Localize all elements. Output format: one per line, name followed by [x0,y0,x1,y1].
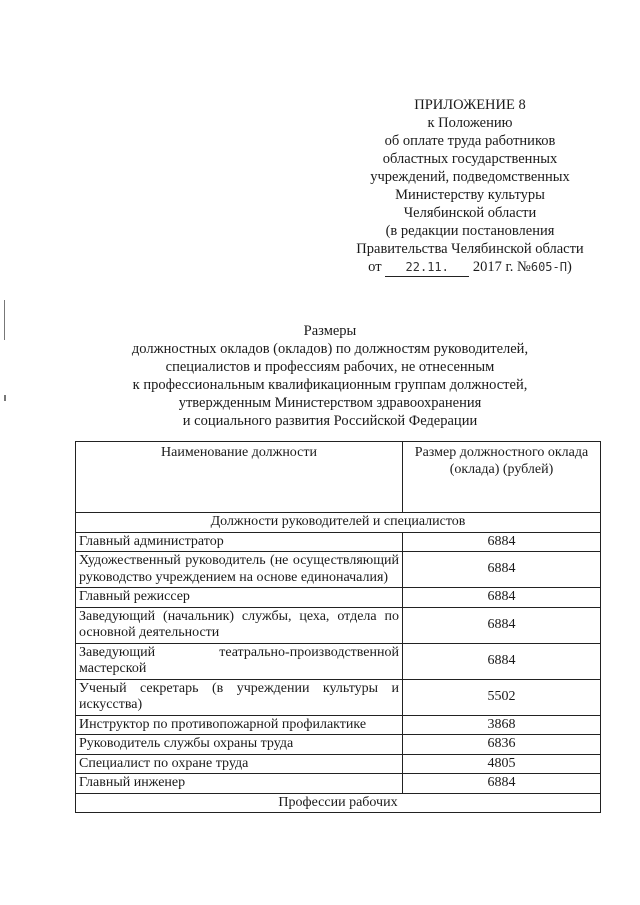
header-line: областных государственных [382,151,558,167]
section-title: Должности руководителей и специалистов [76,513,601,533]
scan-artifact [4,395,6,401]
col-header-salary: Размер должностного оклада (оклада) (рублей) [403,442,601,513]
col-header-name: Наименование должности [76,442,403,513]
position-name: Заведующий театрально-производственной мастерской [76,643,403,679]
salary-value: 5502 [403,679,601,715]
scan-artifact [4,300,5,340]
position-name: Главный инженер [76,774,403,794]
position-name: Заведующий (начальник) службы, цеха, отдела по основной деятельности [76,607,403,643]
table-row [76,715,601,735]
table-row [76,679,601,715]
date-prefix: от [368,259,382,275]
header-line: (в редакции постановления [385,223,555,239]
position-name: Ученый секретарь (в учреждении культуры и искусства) [76,679,403,715]
title-line: Размеры [303,323,357,339]
header-line: Министерству культуры [395,187,545,203]
appendix-title: ПРИЛОЖЕНИЕ 8 [414,97,526,113]
table-row [76,588,601,608]
table-row [76,754,601,774]
position-name: Инструктор по противопожарной профилактике [76,715,403,735]
table-header-row [76,442,601,513]
document-title [40,322,620,430]
header-line: об оплате труда работников [384,133,556,149]
title-line: и социального развития Российской Федерации [182,413,478,429]
table-row [76,532,601,552]
salary-value: 6836 [403,735,601,755]
salary-table [75,441,601,813]
table-row [76,774,601,794]
salary-value: 6884 [403,607,601,643]
table-row [76,552,601,588]
section-row [76,513,601,533]
salary-value: 6884 [403,774,601,794]
position-name: Главный режиссер [76,588,403,608]
section-title: Профессии рабочих [76,793,601,813]
salary-value: 6884 [403,532,601,552]
position-name: Художественный руководитель (не осуществляющий руководство учреждением на основе единоначалия) [76,552,403,588]
title-line: утвержденным Министерством здравоохранения [178,395,482,411]
position-name: Специалист по охране труда [76,754,403,774]
header-line: Правительства Челябинской области [356,241,584,257]
salary-value: 4805 [403,754,601,774]
salary-value: 6884 [403,643,601,679]
closing-paren: ) [566,259,572,275]
table-row [76,735,601,755]
header-line: к Положению [427,115,513,131]
date-value: 22.11. [385,258,469,277]
salary-value: 3868 [403,715,601,735]
salary-value: 6884 [403,552,601,588]
table-row [76,607,601,643]
appendix-header [320,96,620,277]
title-line: к профессиональным квалификационным группам должностей, [132,377,528,393]
position-name: Руководитель службы охраны труда [76,735,403,755]
header-line: Челябинской области [403,205,537,221]
salary-value: 6884 [403,588,601,608]
position-name: Главный администратор [76,532,403,552]
header-line: учреждений, подведомственных [370,169,570,185]
table-row [76,643,601,679]
date-line [320,258,620,277]
section-row [76,793,601,813]
title-line: специалистов и профессиям рабочих, не отнесенным [165,359,495,375]
title-line: должностных окладов (окладов) по должностям руководителей, [131,341,529,357]
date-year: 2017 г. № [472,259,531,275]
doc-number: 605-П [530,260,567,274]
